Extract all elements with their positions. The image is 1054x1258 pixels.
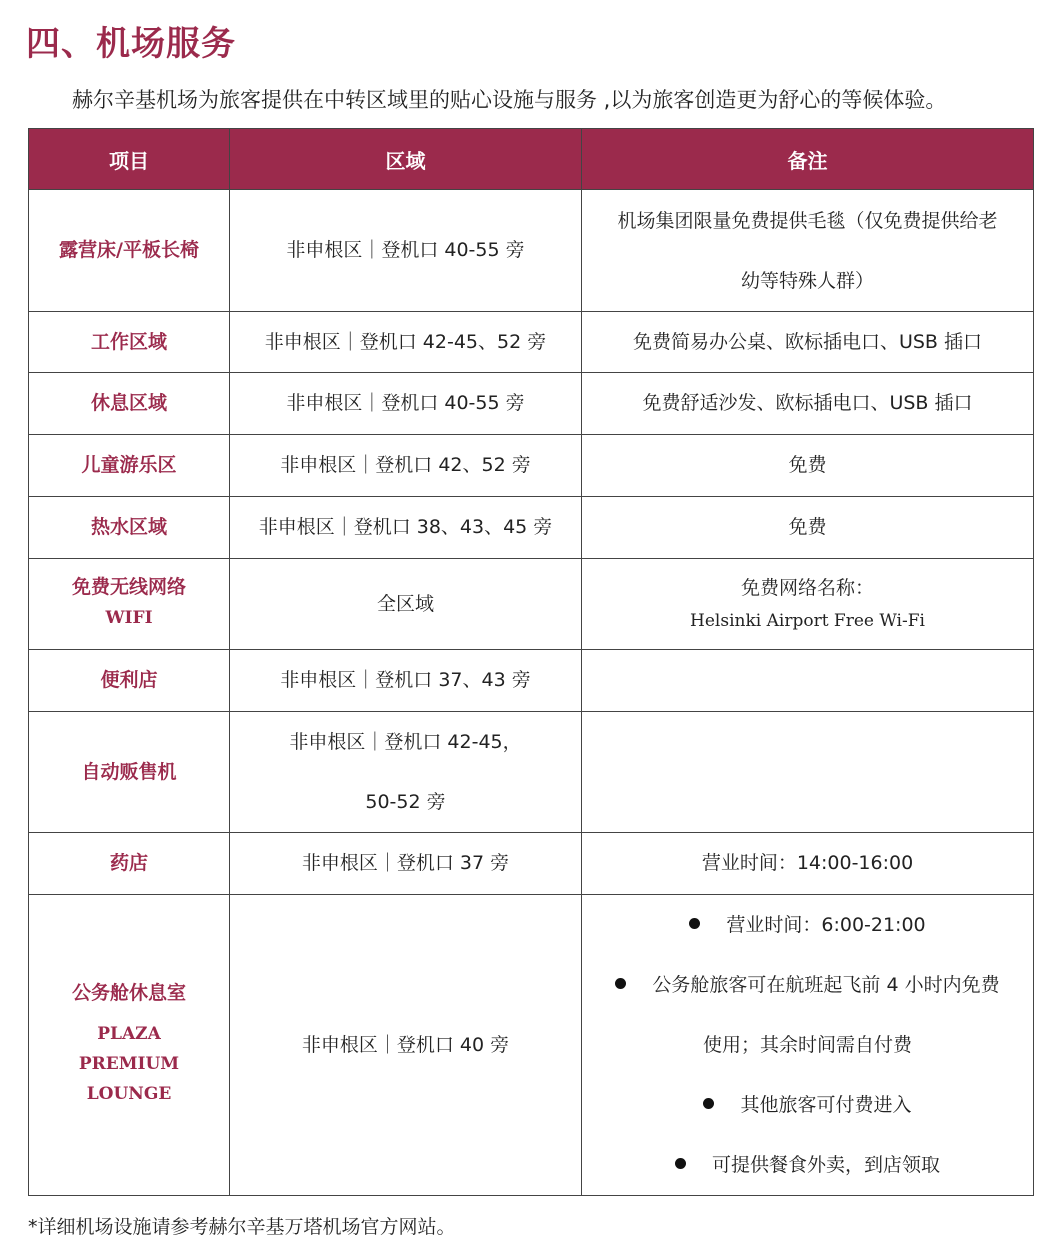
- area-cell: 非申根区｜登机口 37 旁: [230, 833, 582, 895]
- lounge-bullet-list: [588, 895, 1027, 1195]
- area-line: 50-52 旁: [365, 791, 446, 813]
- intro-text: 赫尔辛基机场为旅客提供在中转区域里的贴心设施与服务 ,以为旅客创造更为舒心的等候体验。: [72, 88, 947, 112]
- bullet-icon: [615, 978, 626, 989]
- item-cell: 儿童游乐区: [29, 435, 230, 497]
- section-heading: 四、机场服务: [26, 24, 236, 64]
- header-item: 项目: [29, 129, 230, 190]
- table-header: [29, 129, 1034, 190]
- item-cell: 自动贩售机: [29, 712, 230, 833]
- area-cell: 非申根区｜登机口 37、43 旁: [230, 650, 582, 712]
- area-cell: 非申根区｜登机口 40-55 旁: [230, 190, 582, 312]
- note-cell: [582, 895, 1034, 1196]
- note-line: 免费网络名称：: [740, 576, 874, 599]
- note-cell: 免费简易办公桌、欧标插电口、USB 插口: [582, 312, 1034, 373]
- note-cell: [582, 712, 1034, 833]
- table-header-row: [29, 129, 1034, 190]
- note-cell: [582, 650, 1034, 712]
- item-subtitle-line: PREMIUM: [78, 1054, 180, 1075]
- item-subtitle-line: LOUNGE: [86, 1084, 172, 1105]
- note-cell: [582, 559, 1034, 650]
- note-cell: 免费舒适沙发、欧标插电口、USB 插口: [582, 373, 1034, 435]
- item-cell: 药店: [29, 833, 230, 895]
- item-cell: [29, 190, 230, 312]
- bullet-text: 其他旅客可付费进入: [740, 1094, 912, 1116]
- header-area: 区域: [230, 129, 582, 190]
- area-line: 非申根区｜登机口 42-45，: [289, 731, 522, 753]
- bullet-icon: [689, 918, 700, 929]
- table-row: [29, 559, 1034, 650]
- area-cell: 非申根区｜登机口 42-45、52 旁: [230, 312, 582, 373]
- note-cell: 免费: [582, 435, 1034, 497]
- list-item-continuation: [588, 1015, 1027, 1075]
- bullet-text: 可提供餐食外卖，到店领取: [711, 1154, 940, 1176]
- item-cell: 工作区域: [29, 312, 230, 373]
- table-row: [29, 190, 1034, 312]
- table-row: [29, 497, 1034, 559]
- item-cell: 休息区域: [29, 373, 230, 435]
- item-name: 露营床/平板长椅: [59, 239, 199, 262]
- list-item: [588, 895, 1027, 955]
- list-item: [588, 1075, 1027, 1135]
- header-note: 备注: [582, 129, 1034, 190]
- item-cell: [29, 895, 230, 1196]
- bullet-text: 公务舱旅客可在航班起飞前 4 小时内免费: [652, 974, 1000, 996]
- item-subtitle-line: PLAZA: [97, 1024, 161, 1045]
- item-cell: [29, 559, 230, 650]
- table-row: [29, 435, 1034, 497]
- area-cell: 非申根区｜登机口 40 旁: [230, 895, 582, 1196]
- note-line: 幼等特殊人群）: [740, 269, 874, 292]
- bullet-text: 营业时间：6:00-21:00: [726, 914, 926, 936]
- area-cell: 非申根区｜登机口 38、43、45 旁: [230, 497, 582, 559]
- bullet-continuation-text: 使用；其余时间需自付费: [702, 1034, 912, 1056]
- footnote: *详细机场设施请参考赫尔辛基万塔机场官方网站。: [28, 1216, 456, 1238]
- note-cell: [582, 190, 1034, 312]
- table-row: [29, 895, 1034, 1196]
- item-subtitle: WIFI: [105, 608, 153, 629]
- table-row: [29, 650, 1034, 712]
- table-body: [29, 190, 1034, 1196]
- bullet-icon: [703, 1098, 714, 1109]
- area-cell: 非申根区｜登机口 42、52 旁: [230, 435, 582, 497]
- area-cell: 全区域: [230, 559, 582, 650]
- area-cell: 非申根区｜登机口 40-55 旁: [230, 373, 582, 435]
- item-name: 免费无线网络: [71, 575, 186, 598]
- note-cell: 免费: [582, 497, 1034, 559]
- table-row: [29, 833, 1034, 895]
- list-item: [588, 1135, 1027, 1195]
- wifi-network-name: Helsinki Airport Free Wi-Fi: [690, 611, 925, 632]
- table-row: [29, 373, 1034, 435]
- services-table: [28, 128, 1034, 1196]
- note-line: 机场集团限量免费提供毛毯（仅免费提供给老: [617, 209, 998, 232]
- note-cell: 营业时间：14:00-16:00: [582, 833, 1034, 895]
- table-row: [29, 312, 1034, 373]
- item-name: 公务舱休息室: [71, 981, 186, 1004]
- list-item: [588, 955, 1027, 1015]
- table-row: [29, 712, 1034, 833]
- area-cell: [230, 712, 582, 833]
- bullet-icon: [675, 1158, 686, 1169]
- item-cell: 便利店: [29, 650, 230, 712]
- item-cell: 热水区域: [29, 497, 230, 559]
